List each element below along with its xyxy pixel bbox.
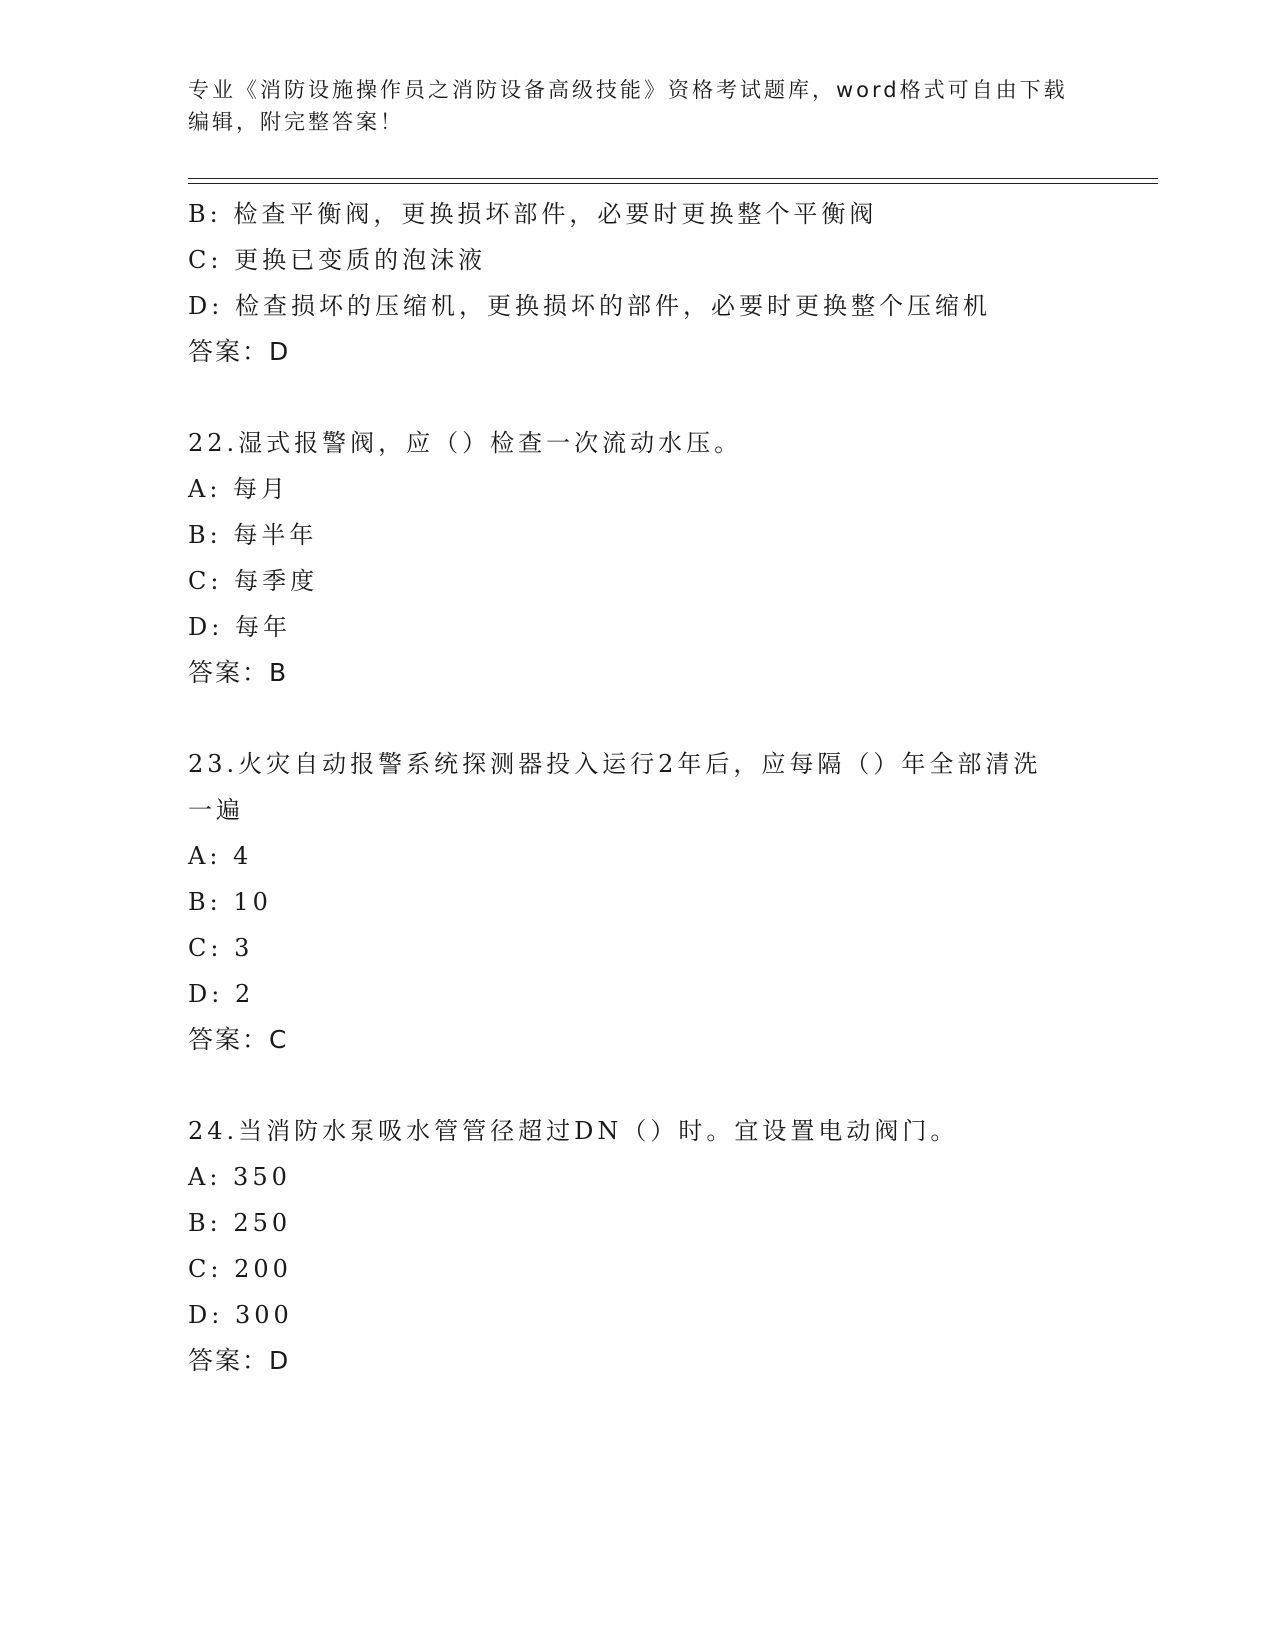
answer-line: 答案：D <box>188 337 291 366</box>
question-stem: 24.当消防水泵吸水管管径超过DN（）时。宜设置电动阀门。 <box>188 1117 959 1145</box>
option-b: B: 每半年 <box>188 521 318 549</box>
answer-line: 答案：B <box>188 658 289 687</box>
option-d: D: 300 <box>188 1301 293 1329</box>
spacer <box>188 696 1088 741</box>
option-a: A: 350 <box>188 1163 291 1191</box>
question-stem: 23.火灾自动报警系统探测器投入运行2年后，应每隔（）年全部清洗一遍 <box>188 750 1042 824</box>
option-a: A: 每月 <box>188 475 290 503</box>
option-d: D: 检查损坏的压缩机，更换损坏的部件，必要时更换整个压缩机 <box>188 292 991 320</box>
answer-line: 答案：D <box>188 1346 291 1375</box>
spacer <box>188 1063 1088 1108</box>
option-b: B: 250 <box>188 1209 292 1237</box>
question-list <box>188 191 1088 1384</box>
option-a: A: 4 <box>188 842 253 870</box>
question-21-tail <box>188 191 1088 375</box>
header-rule-top <box>188 178 1158 179</box>
option-c: C: 200 <box>188 1255 292 1283</box>
option-d: D: 每年 <box>188 613 291 641</box>
option-d: D: 2 <box>188 980 255 1008</box>
header-rule-bottom <box>188 183 1158 184</box>
option-c: C: 更换已变质的泡沫液 <box>188 246 487 274</box>
question-stem: 22.湿式报警阀，应（）检查一次流动水压。 <box>188 429 743 457</box>
question-24 <box>188 1108 1088 1384</box>
option-b: B: 10 <box>188 888 272 916</box>
option-c: C: 3 <box>188 934 254 962</box>
spacer <box>188 375 1088 420</box>
option-b: B: 检查平衡阀，更换损坏部件，必要时更换整个平衡阀 <box>188 200 878 228</box>
answer-line: 答案：C <box>188 1025 289 1054</box>
question-23 <box>188 741 1088 1063</box>
question-22 <box>188 420 1088 696</box>
option-c: C: 每季度 <box>188 567 319 595</box>
document-header: 专业《消防设施操作员之消防设备高级技能》资格考试题库，word格式可自由下载编辑，附完整答案！ <box>188 78 1068 134</box>
